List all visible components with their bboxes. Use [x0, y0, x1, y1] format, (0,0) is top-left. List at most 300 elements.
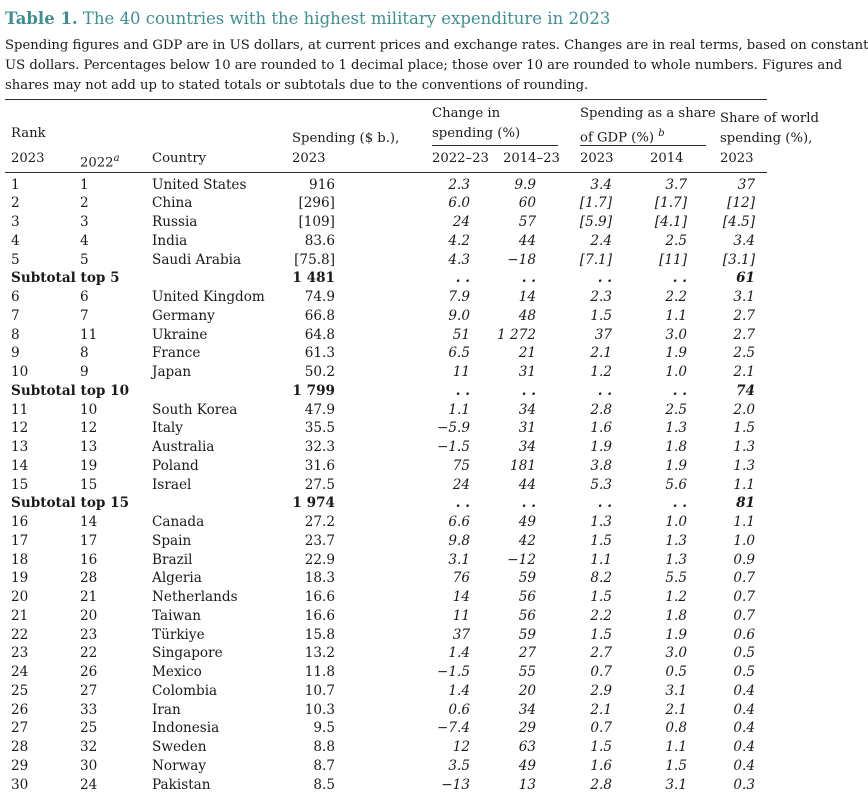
table-row: [0, 251, 767, 270]
change-2014-23-cell: 29: [518, 720, 536, 737]
gdp-share-2023-cell: 1.5: [590, 532, 612, 549]
spending-cell: 23.7: [304, 532, 335, 549]
change-2014-23-cell: 42: [518, 532, 536, 549]
world-share-cell: [12]: [727, 195, 755, 212]
change-2022-23-cell: 9.0: [448, 307, 470, 324]
table-row: [0, 757, 767, 776]
change-2022-23-cell: 11: [452, 364, 470, 380]
country-cell: Indonesia: [152, 720, 220, 737]
change-2014-23-cell: 44: [518, 232, 536, 249]
country-cell: Spain: [152, 532, 192, 549]
rank-2023-cell: 16: [11, 514, 29, 530]
rank-2022-cell: 21: [80, 589, 98, 605]
gdp-share-2023-cell: 1.6: [590, 757, 612, 774]
table-row: [0, 326, 767, 345]
header-share-line1: Share of world: [720, 111, 819, 126]
spending-cell: 9.5: [313, 720, 335, 737]
gdp-share-2023-cell: 3.8: [590, 457, 612, 474]
header-gdp-rule: [580, 145, 706, 146]
change-2014-23-cell: 56: [518, 589, 536, 605]
spending-cell: [75.8]: [294, 251, 335, 268]
rank-2022-cell: 22: [80, 645, 98, 662]
country-cell: Italy: [152, 420, 183, 437]
world-share-cell: 1.1: [733, 476, 755, 493]
rank-2023-cell: Subtotal top 15: [11, 495, 130, 512]
header-change-2014-23: 2014–23: [503, 151, 560, 166]
rank-2022-cell: 10: [80, 401, 98, 418]
country-cell: Sweden: [152, 739, 207, 755]
gdp-share-2023-cell: [7.1]: [579, 251, 612, 268]
gdp-share-2014-cell: 1.9: [665, 345, 687, 362]
change-2014-23-cell: 34: [518, 401, 536, 418]
rank-2022-cell: 11: [80, 326, 98, 343]
spending-cell: [296]: [298, 195, 335, 212]
gdp-share-2014-cell: 1.1: [665, 739, 687, 755]
table-row: [0, 776, 767, 795]
world-share-cell: 3.4: [733, 232, 755, 249]
table-row: [0, 588, 767, 607]
header-share-line2: spending (%),: [720, 131, 813, 146]
rank-2022-cell: 17: [80, 532, 98, 549]
spending-cell: 1 799: [292, 382, 335, 399]
change-2014-23-cell: 56: [518, 607, 536, 624]
table-row: [0, 232, 767, 251]
gdp-share-2023-cell: 2.8: [590, 776, 612, 793]
rank-2022-cell: 7: [80, 307, 89, 324]
country-cell: Poland: [152, 457, 199, 474]
subtotal-row: [0, 382, 767, 401]
change-2014-23-cell: . .: [521, 270, 536, 287]
spending-cell: 18.3: [304, 570, 335, 587]
change-2022-23-cell: 6.0: [448, 195, 470, 212]
table-row: [0, 438, 767, 457]
gdp-share-2014-cell: 1.9: [665, 457, 687, 474]
table-row: [0, 194, 767, 213]
intro-line: shares may not add up to stated totals or subtotals due to the conventions of rounding.: [5, 78, 589, 93]
header-gdp-2023: 2023: [580, 151, 614, 166]
country-cell: Mexico: [152, 664, 202, 680]
world-share-cell: 0.4: [733, 757, 755, 774]
spending-cell: 1 481: [292, 270, 335, 287]
gdp-share-2023-cell: 37: [594, 326, 612, 343]
world-share-cell: 37: [737, 176, 755, 193]
change-2022-23-cell: −7.4: [436, 720, 470, 737]
gdp-share-2023-cell: 2.1: [590, 345, 612, 362]
world-share-cell: 1.1: [733, 514, 755, 530]
spending-cell: 66.8: [304, 307, 335, 324]
header-change-line1: Change in: [432, 106, 501, 121]
gdp-share-2014-cell: 2.1: [665, 701, 687, 718]
change-2022-23-cell: 4.3: [448, 251, 470, 268]
world-share-cell: 1.5: [733, 420, 755, 437]
gdp-share-2023-cell: 1.3: [590, 514, 612, 530]
gdp-share-2014-cell: 5.5: [665, 570, 687, 587]
change-2022-23-cell: 12: [452, 739, 470, 755]
gdp-share-2023-cell: [1.7]: [579, 195, 612, 212]
header-gdp-2014: 2014: [650, 151, 684, 166]
gdp-share-2014-cell: [11]: [659, 251, 687, 268]
rank-2022-cell: 14: [80, 514, 98, 530]
change-2022-23-cell: 24: [452, 214, 470, 230]
gdp-share-2023-cell: 1.6: [590, 420, 612, 437]
gdp-share-2014-cell: 5.6: [665, 476, 687, 493]
header-country: Country: [152, 151, 207, 166]
change-2022-23-cell: 11: [452, 607, 470, 624]
gdp-share-2023-cell: 2.2: [590, 607, 612, 624]
gdp-share-2023-cell: . .: [597, 382, 612, 399]
country-cell: South Korea: [152, 401, 238, 418]
gdp-share-2014-cell: 1.8: [665, 439, 687, 455]
change-2014-23-cell: 31: [518, 364, 536, 380]
table-row: [0, 532, 767, 551]
rank-2023-cell: 21: [11, 607, 29, 624]
rank-2023-cell: 5: [11, 251, 20, 268]
change-2014-23-cell: 31: [518, 420, 536, 437]
gdp-share-2023-cell: . .: [597, 270, 612, 287]
country-cell: Germany: [152, 307, 215, 324]
spending-cell: 47.9: [304, 401, 335, 418]
spending-cell: 50.2: [304, 364, 335, 380]
change-2014-23-cell: 34: [518, 701, 536, 718]
spending-cell: 8.7: [313, 757, 335, 774]
change-2022-23-cell: . .: [455, 382, 470, 399]
table-row: [0, 644, 767, 663]
gdp-share-2014-cell: 1.2: [665, 589, 687, 605]
rank-2022-cell: 19: [80, 457, 98, 474]
world-share-cell: 0.5: [733, 645, 755, 662]
change-2014-23-cell: 59: [518, 626, 536, 643]
spending-cell: [109]: [298, 214, 335, 230]
change-2022-23-cell: 24: [452, 476, 470, 493]
gdp-share-2014-cell: 1.0: [665, 514, 687, 530]
change-2014-23-cell: . .: [521, 382, 536, 399]
rank-2022-cell: 33: [80, 701, 98, 718]
gdp-share-2014-cell: 1.3: [665, 532, 687, 549]
change-2022-23-cell: 1.1: [448, 401, 470, 418]
rank-2022-cell: 6: [80, 289, 89, 305]
rank-2022-cell: 20: [80, 607, 98, 624]
table-row: [0, 663, 767, 682]
gdp-share-2023-cell: 8.2: [590, 570, 612, 587]
rank-2022-cell: 30: [80, 757, 98, 774]
spending-cell: 16.6: [304, 589, 335, 605]
change-2014-23-cell: 1 272: [497, 326, 536, 343]
country-cell: Australia: [152, 439, 215, 455]
rank-2023-cell: 29: [11, 757, 29, 774]
rank-2023-cell: 11: [11, 401, 29, 418]
change-2014-23-cell: 44: [518, 476, 536, 493]
country-cell: Ukraine: [152, 326, 208, 343]
rank-2022-cell: 5: [80, 251, 89, 268]
rank-2023-cell: 18: [11, 551, 29, 568]
rank-2023-cell: 14: [11, 457, 29, 474]
change-2022-23-cell: 14: [452, 589, 470, 605]
rank-2023-cell: 17: [11, 532, 29, 549]
rank-2022-cell: 24: [80, 776, 98, 793]
world-share-cell: 0.6: [733, 626, 755, 643]
rank-2023-cell: 27: [11, 720, 29, 737]
world-share-cell: 74: [736, 382, 755, 399]
spending-cell: 916: [309, 176, 335, 193]
gdp-share-2014-cell: 3.0: [665, 326, 687, 343]
table-row: [0, 288, 767, 307]
gdp-share-2023-cell: 1.5: [590, 626, 612, 643]
table-row: [0, 476, 767, 495]
spending-cell: 1 974: [292, 495, 335, 512]
spending-cell: 10.3: [304, 701, 335, 718]
gdp-share-2023-cell: 1.1: [590, 551, 612, 568]
change-2022-23-cell: 2.3: [448, 176, 470, 193]
spending-cell: 15.8: [304, 626, 335, 643]
gdp-share-2014-cell: 1.1: [665, 307, 687, 324]
rank-2022-cell: 26: [80, 664, 98, 680]
rank-2023-cell: 8: [11, 326, 20, 343]
gdp-share-2014-cell: 3.1: [665, 682, 687, 699]
table-row: [0, 626, 767, 645]
change-2014-23-cell: 13: [518, 776, 536, 793]
change-2022-23-cell: 76: [452, 570, 470, 587]
spending-cell: 13.2: [304, 645, 335, 662]
world-share-cell: 0.3: [733, 776, 755, 793]
gdp-share-2014-cell: 2.5: [665, 232, 687, 249]
header-rank-2023: 2023: [11, 151, 45, 166]
gdp-share-2023-cell: 2.4: [590, 232, 612, 249]
change-2022-23-cell: 37: [452, 626, 470, 643]
table-intro: [5, 36, 868, 96]
header-spending-line1: Spending ($ b.),: [292, 131, 400, 146]
change-2022-23-cell: 75: [452, 457, 470, 474]
change-2014-23-cell: 34: [518, 439, 536, 455]
change-2022-23-cell: 0.6: [448, 701, 470, 718]
spending-cell: 22.9: [304, 551, 335, 568]
world-share-cell: 0.4: [733, 701, 755, 718]
table-row: [0, 213, 767, 232]
change-2014-23-cell: 21: [518, 345, 536, 362]
change-2014-23-cell: −12: [507, 551, 536, 568]
country-cell: Singapore: [152, 645, 223, 662]
country-cell: Iran: [152, 701, 181, 718]
table-title-prefix: Table 1.: [5, 9, 78, 28]
spending-cell: 64.8: [304, 326, 335, 343]
rank-2023-cell: 25: [11, 682, 29, 699]
change-2014-23-cell: 48: [518, 307, 536, 324]
country-cell: Canada: [152, 514, 205, 530]
change-2014-23-cell: 60: [518, 195, 536, 212]
rank-2023-cell: 23: [11, 645, 29, 662]
country-cell: Colombia: [152, 682, 218, 699]
world-share-cell: 2.0: [733, 401, 755, 418]
world-share-cell: 3.1: [733, 289, 755, 305]
rank-2022-cell: 12: [80, 420, 98, 437]
country-cell: India: [152, 232, 188, 249]
country-cell: Japan: [152, 364, 192, 380]
header-change-rule: [432, 145, 558, 146]
rank-2023-cell: 10: [11, 364, 29, 380]
gdp-share-2023-cell: . .: [597, 495, 612, 512]
table-row: [0, 344, 767, 363]
change-2022-23-cell: −5.9: [436, 420, 470, 437]
gdp-share-2014-cell: 3.7: [665, 176, 687, 193]
change-2014-23-cell: 9.9: [514, 176, 536, 193]
footnote-b-marker: b: [658, 128, 665, 139]
table-row: [0, 419, 767, 438]
rank-2022-cell: 3: [80, 214, 89, 230]
gdp-share-2023-cell: 1.5: [590, 307, 612, 324]
rank-2023-cell: 20: [11, 589, 29, 605]
rank-2022-cell: 32: [80, 739, 98, 755]
change-2014-23-cell: 27: [518, 645, 536, 662]
rank-2022-cell: 4: [80, 232, 89, 249]
world-share-cell: 0.4: [733, 739, 755, 755]
gdp-share-2023-cell: 2.7: [590, 645, 612, 662]
rank-2023-cell: Subtotal top 5: [11, 270, 120, 287]
world-share-cell: 0.7: [733, 589, 755, 605]
header-change-2022-23: 2022–23: [432, 151, 489, 166]
world-share-cell: 1.3: [733, 439, 755, 455]
change-2022-23-cell: 51: [452, 326, 470, 343]
change-2022-23-cell: 6.5: [448, 345, 470, 362]
change-2022-23-cell: . .: [455, 495, 470, 512]
spending-cell: 32.3: [304, 439, 335, 455]
country-cell: Türkiye: [152, 626, 205, 643]
header-share-2023: 2023: [720, 151, 754, 166]
country-cell: Russia: [152, 214, 198, 230]
rank-2022-cell: 16: [80, 551, 98, 568]
world-share-cell: [4.5]: [722, 214, 755, 230]
spending-cell: 27.2: [304, 514, 335, 530]
table-row: [0, 551, 767, 570]
world-share-cell: 0.4: [733, 720, 755, 737]
table-row: [0, 607, 767, 626]
gdp-share-2023-cell: 1.2: [590, 364, 612, 380]
rank-2023-cell: 2: [11, 195, 20, 212]
country-cell: Netherlands: [152, 589, 238, 605]
spending-cell: 74.9: [304, 289, 335, 305]
table-row: [0, 701, 767, 720]
world-share-cell: [3.1]: [722, 251, 755, 268]
rank-2023-cell: 9: [11, 345, 20, 362]
country-cell: United States: [152, 176, 247, 193]
subtotal-row: [0, 269, 767, 288]
rank-2022-cell: 25: [80, 720, 98, 737]
table-row: [0, 363, 767, 382]
gdp-share-2014-cell: . .: [672, 382, 687, 399]
country-cell: Saudi Arabia: [152, 251, 242, 268]
gdp-share-2023-cell: 2.3: [590, 289, 612, 305]
change-2022-23-cell: −13: [441, 776, 470, 793]
header-rank-2022: [80, 149, 120, 173]
header-rank-2022-label: 2022: [80, 155, 114, 171]
spending-cell: 8.5: [313, 776, 335, 793]
table-title: [5, 9, 610, 28]
rank-2022-cell: 9: [80, 364, 89, 380]
world-share-cell: 2.5: [733, 345, 755, 362]
world-share-cell: 2.7: [733, 307, 755, 324]
country-cell: China: [152, 195, 193, 212]
world-share-cell: 0.7: [733, 607, 755, 624]
rank-2023-cell: 26: [11, 701, 29, 718]
change-2014-23-cell: 63: [518, 739, 536, 755]
change-2014-23-cell: 55: [518, 664, 536, 680]
change-2022-23-cell: . .: [455, 270, 470, 287]
spending-cell: 27.5: [304, 476, 335, 493]
gdp-share-2014-cell: [1.7]: [654, 195, 687, 212]
world-share-cell: 81: [736, 495, 755, 512]
rank-2022-cell: 8: [80, 345, 89, 362]
rank-2023-cell: 22: [11, 626, 29, 643]
change-2014-23-cell: 57: [518, 214, 536, 230]
change-2014-23-cell: −18: [507, 251, 536, 268]
rank-2023-cell: 1: [11, 176, 20, 193]
rank-2022-cell: 15: [80, 476, 98, 493]
change-2022-23-cell: 1.4: [448, 645, 470, 662]
header-rank: Rank: [11, 126, 46, 141]
rank-2023-cell: 15: [11, 476, 29, 493]
rank-2023-cell: 19: [11, 570, 29, 587]
change-2022-23-cell: −1.5: [436, 664, 470, 680]
gdp-share-2014-cell: . .: [672, 270, 687, 287]
gdp-share-2023-cell: 0.7: [590, 664, 612, 680]
table-row: [0, 307, 767, 326]
change-2014-23-cell: 49: [518, 514, 536, 530]
change-2014-23-cell: 59: [518, 570, 536, 587]
header-top-rule: [5, 99, 767, 100]
rank-2022-cell: 1: [80, 176, 89, 193]
table-row: [0, 738, 767, 757]
table-title-text: The 40 countries with the highest military expenditure in 2023: [82, 9, 611, 28]
change-2022-23-cell: 3.1: [448, 551, 470, 568]
rank-2023-cell: 12: [11, 420, 29, 437]
spending-cell: 31.6: [304, 457, 335, 474]
footnote-a-marker: a: [113, 153, 120, 164]
spending-cell: 61.3: [304, 345, 335, 362]
gdp-share-2014-cell: 3.0: [665, 645, 687, 662]
country-cell: Pakistan: [152, 776, 211, 793]
gdp-share-2014-cell: 1.9: [665, 626, 687, 643]
header-gdp-line1: Spending as a share: [580, 106, 716, 121]
spending-cell: 83.6: [304, 232, 335, 249]
table-row: [0, 569, 767, 588]
rank-2023-cell: 7: [11, 307, 20, 324]
spending-cell: 11.8: [304, 664, 335, 680]
rank-2023-cell: 3: [11, 214, 20, 230]
gdp-share-2014-cell: . .: [672, 495, 687, 512]
gdp-share-2014-cell: 2.5: [665, 401, 687, 418]
world-share-cell: 61: [736, 270, 755, 287]
country-cell: Algeria: [152, 570, 202, 587]
rank-2023-cell: 24: [11, 664, 29, 680]
world-share-cell: 0.5: [733, 664, 755, 680]
gdp-share-2014-cell: 1.3: [665, 551, 687, 568]
table-row: [0, 401, 767, 420]
rank-2022-cell: 28: [80, 570, 98, 587]
change-2022-23-cell: 3.5: [448, 757, 470, 774]
gdp-share-2023-cell: 3.4: [590, 176, 612, 193]
gdp-share-2014-cell: [4.1]: [654, 214, 687, 230]
header-spending-line2: 2023: [292, 151, 326, 166]
world-share-cell: 1.0: [733, 532, 755, 549]
world-share-cell: 0.4: [733, 682, 755, 699]
gdp-share-2014-cell: 1.3: [665, 420, 687, 437]
country-cell: France: [152, 345, 201, 362]
gdp-share-2023-cell: 1.5: [590, 739, 612, 755]
rank-2023-cell: 13: [11, 439, 29, 455]
table-row: [0, 176, 767, 195]
country-cell: Norway: [152, 757, 206, 774]
gdp-share-2023-cell: [5.9]: [579, 214, 612, 230]
rank-2022-cell: 13: [80, 439, 98, 455]
change-2022-23-cell: −1.5: [436, 439, 470, 455]
